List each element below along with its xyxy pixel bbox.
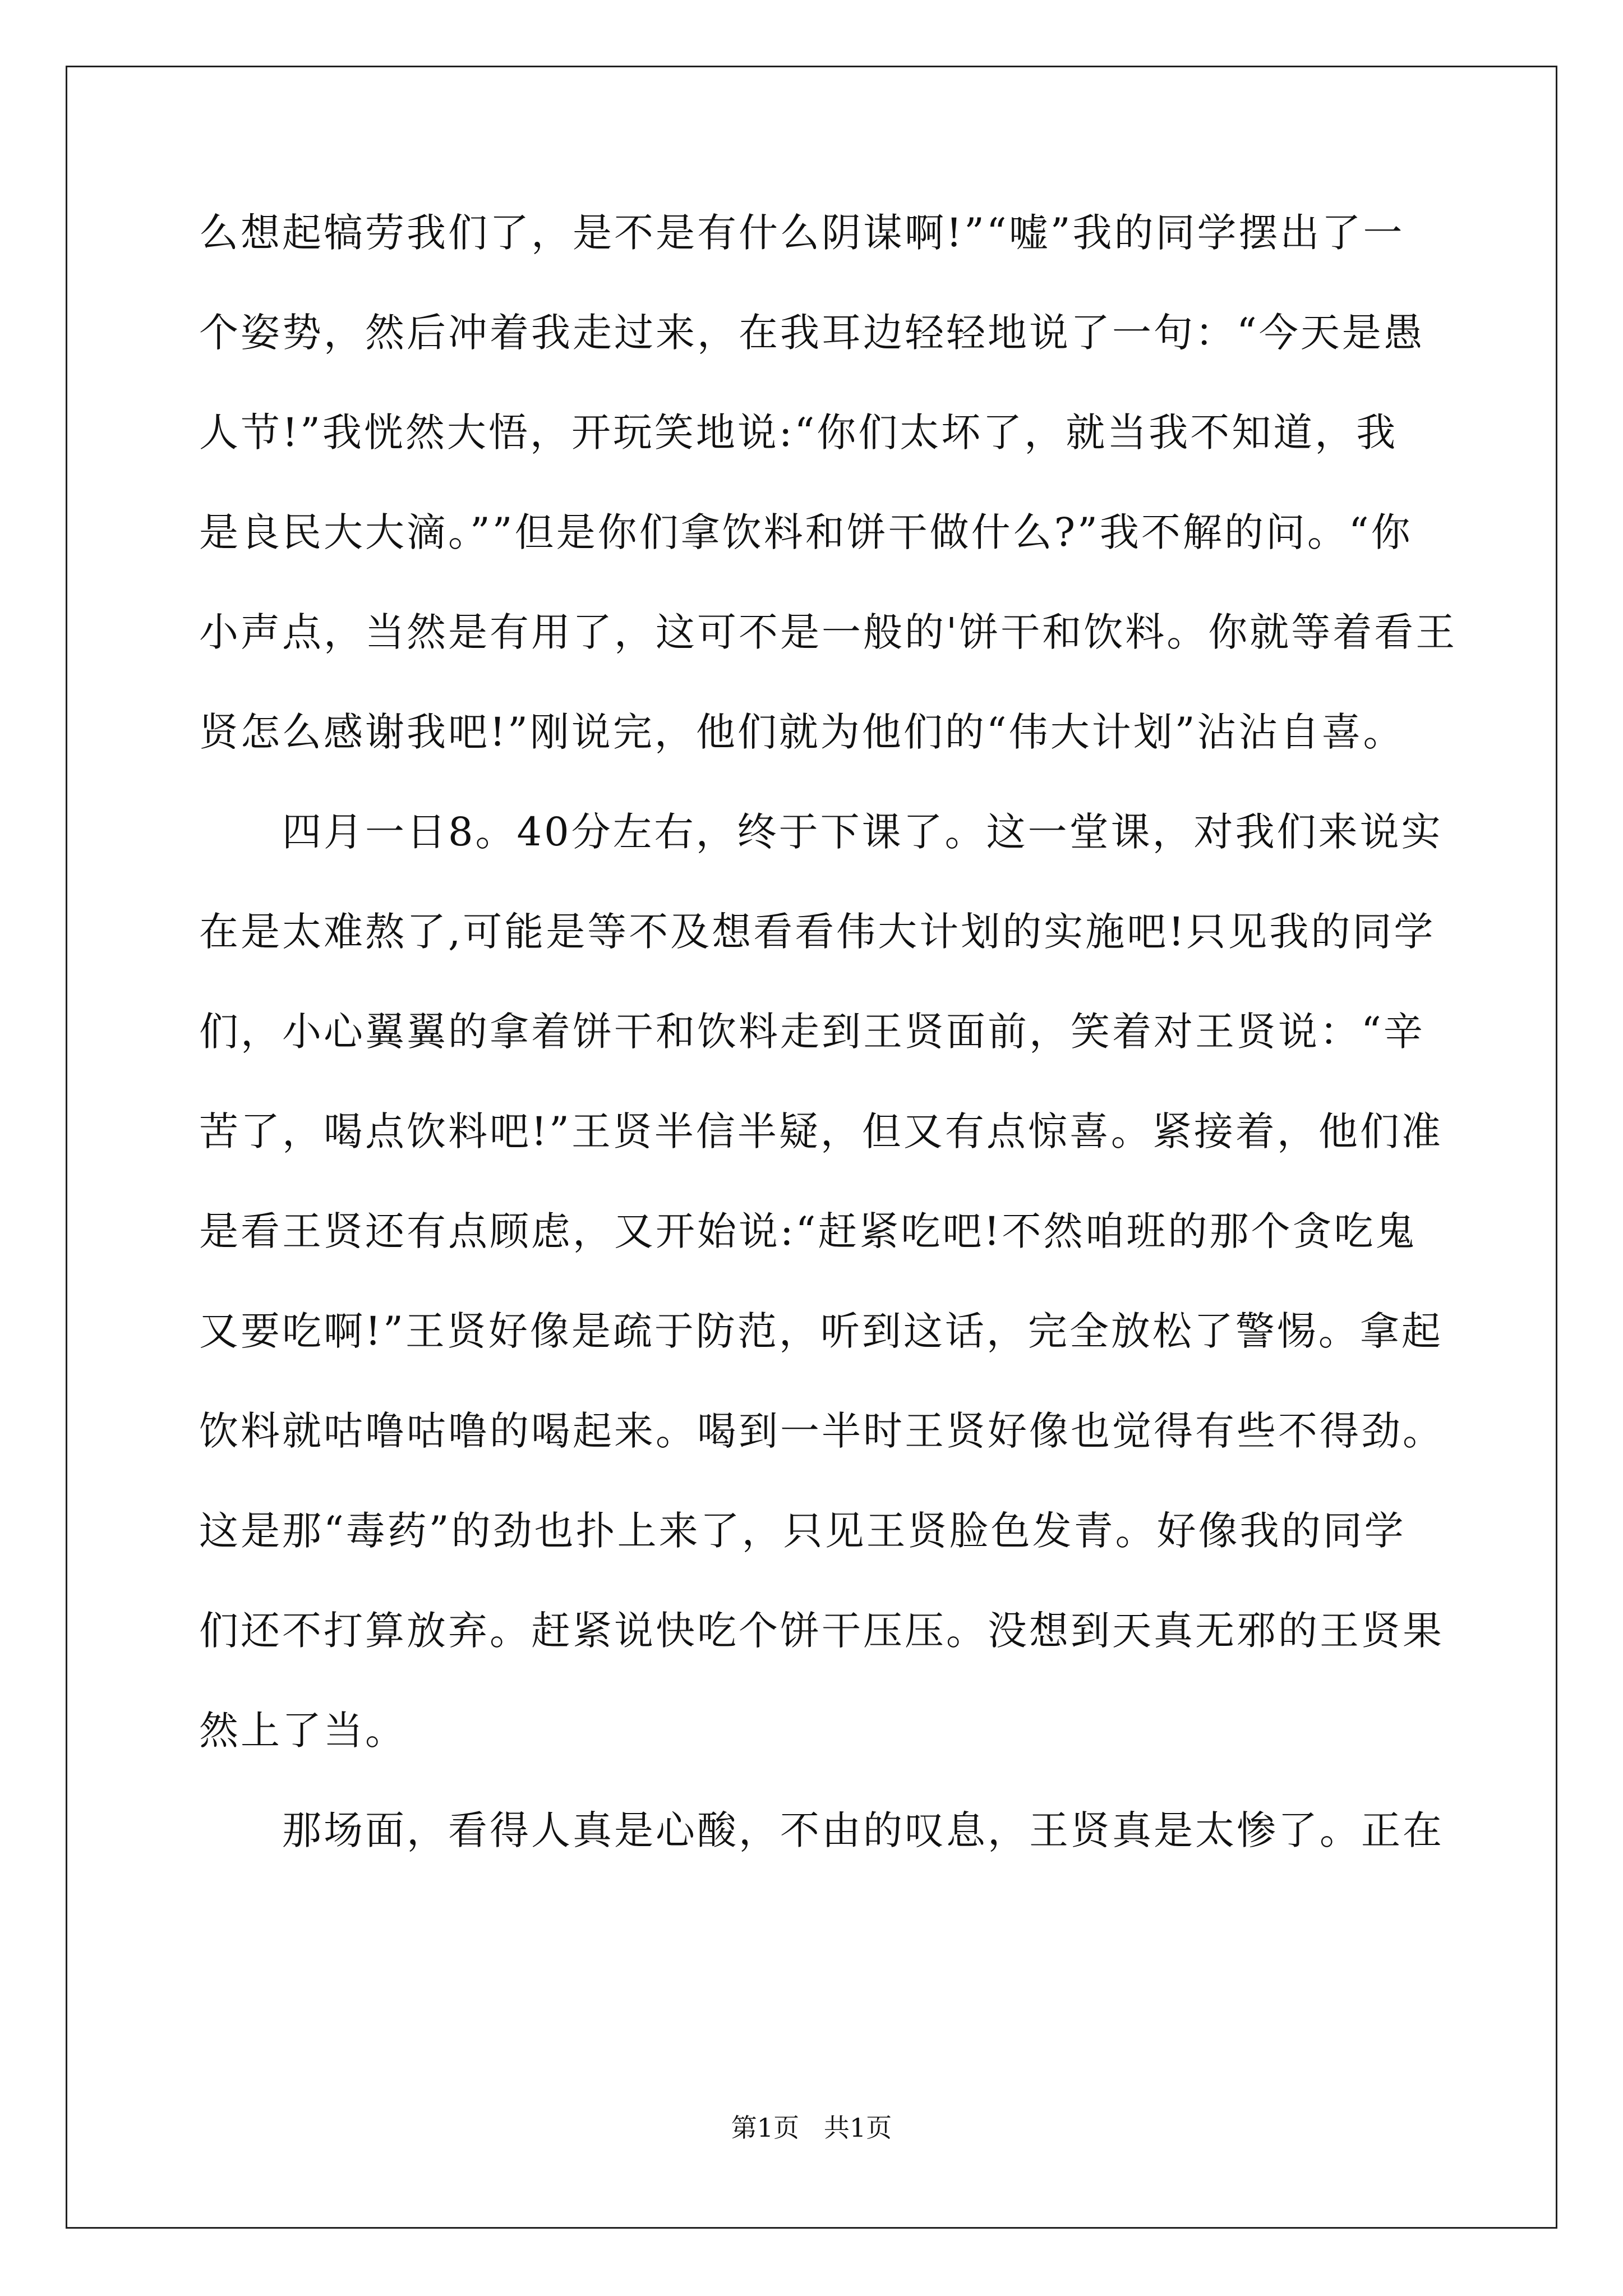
- text-line: 是良民大大滴。””但是你们拿饮料和饼干做什么?”我不解的问。“你: [199, 509, 1413, 555]
- text-line: 小声点，当然是有用了，这可不是一般的'饼干和饮料。你就等着看王: [199, 609, 1458, 655]
- text-line: 在是太难熬了,可能是等不及想看看伟大计划的实施吧!只见我的同学: [199, 909, 1436, 955]
- paragraph-first-line: 四月一日8。40分左右，终于下课了。这一堂课，对我们来说实: [282, 809, 1443, 855]
- text-line: 们还不打算放弃。赶紧说快吃个饼干压压。没想到天真无邪的王贤果: [199, 1608, 1444, 1654]
- text-line: 饮料就咕噜咕噜的喝起来。喝到一半时王贤好像也觉得有些不得劲。: [199, 1408, 1444, 1454]
- text-line: 然上了当。: [199, 1708, 407, 1754]
- text-line: 贤怎么感谢我吧!”刚说完，他们就为他们的“伟大计划”沾沾自喜。: [199, 709, 1405, 755]
- document-body: [199, 210, 1458, 1911]
- text-line: 人节!”我恍然大悟，开玩笑地说:“你们太坏了，就当我不知道，我: [199, 409, 1398, 455]
- text-line: 个姿势，然后冲着我走过来，在我耳边轻轻地说了一句：“今天是愚: [199, 310, 1425, 356]
- text-line: 苦了，喝点饮料吧!”王贤半信半疑，但又有点惊喜。紧接着，他们准: [199, 1108, 1443, 1154]
- text-line: 么想起犒劳我们了，是不是有什么阴谋啊!”“嘘”我的同学摆出了一: [199, 210, 1405, 256]
- page-number-footer: 第1页 共1页: [731, 2113, 892, 2143]
- paragraph-first-line: 那场面，看得人真是心酸，不由的叹息，王贤真是太惨了。正在: [282, 1807, 1444, 1853]
- text-line: 们，小心翼翼的拿着饼干和饮料走到王贤面前，笑着对王贤说：“辛: [199, 1009, 1425, 1055]
- text-line: 这是那“毒药”的劲也扑上来了，只见王贤脸色发青。好像我的同学: [199, 1508, 1406, 1554]
- text-line: 又要吃啊!”王贤好像是疏于防范，听到这话，完全放松了警惕。拿起: [199, 1308, 1443, 1354]
- text-line: 是看王贤还有点顾虑，又开始说:“赶紧吃吧!不然咱班的那个贪吃鬼: [199, 1208, 1417, 1254]
